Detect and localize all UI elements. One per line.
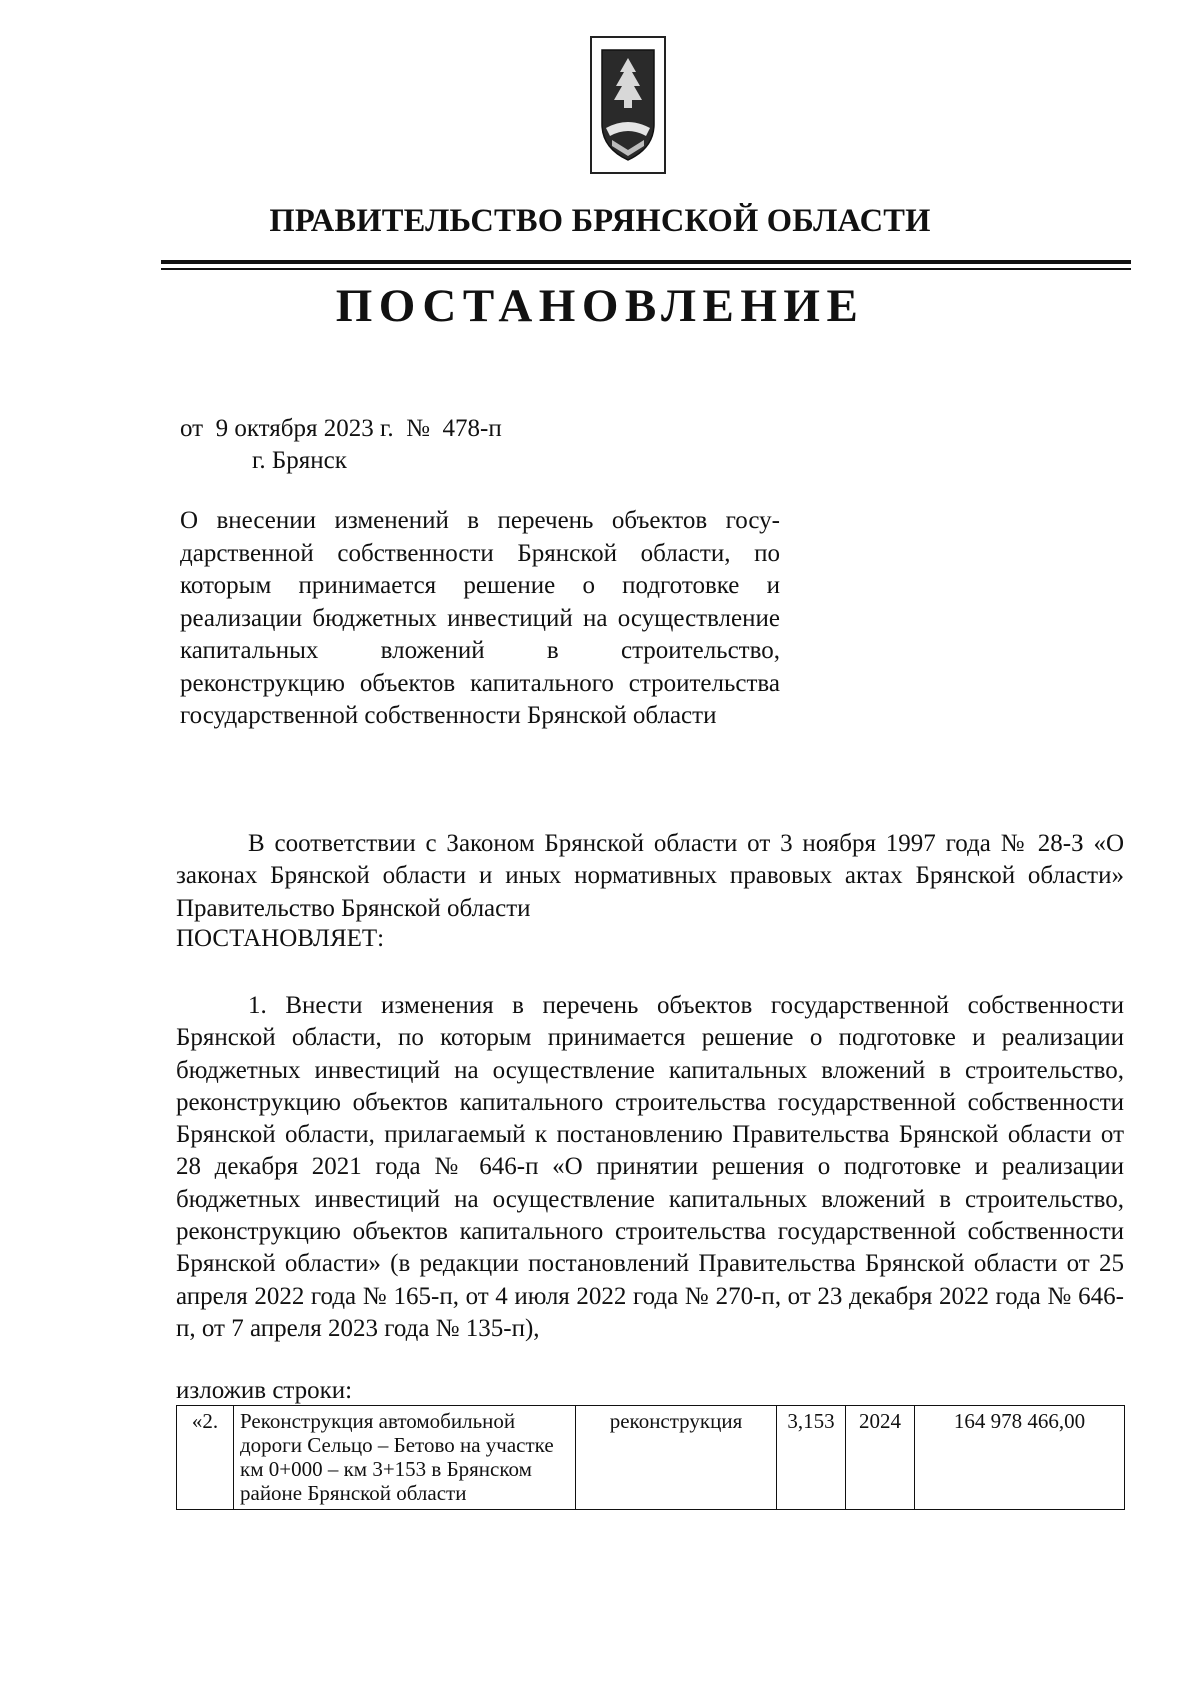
date-number-line: от 9 октября 2023 г. № 478-п bbox=[180, 415, 502, 442]
item-1-text: 1. Внести изменения в перечень объектов государственной собственности Брянской области, по которым принимается решение о подготовке и реализации бюджетных инвестиций на осуществление капитальных вложений в строительство, реконструкцию объектов капитального строительства государственной собственности Брянской области, прилагаемый к постановлению Правительства Брянской области от 28 декабря 2021 года № 646-п «О принятии решения о подготовке и реализации бюджетных инвестиций на осуществление капитальных вложений в строительство, реконструкцию объектов капитального строительства государственной собственности Брянской области» (в редакции постановлений Правительства Брянской области от 25 апреля 2022 года № 165-п, от 4 июля 2022 года № 270-п, от 23 декабря 2022 года № 646-п, от 7 апреля 2023 года № 135-п), bbox=[176, 992, 1124, 1342]
government-title: ПРАВИТЕЛЬСТВО БРЯНСКОЙ ОБЛАСТИ bbox=[269, 203, 931, 239]
cell-length: 3,153 bbox=[777, 1406, 846, 1510]
objects-table bbox=[176, 1405, 1125, 1510]
cell-object-name: Реконструкция автомобильной дороги Сельцо – Бетово на участке км 0+000 – км 3+153 в Брянском районе Брянской области bbox=[234, 1406, 576, 1510]
document-subject: О внесении изменений в перечень объектов государственной собственности Брянской области, по которым принимается решение о подготовке и реализации бюджетных инвестиций на осуществление капитальных вложений в строительство, реконструкцию объектов капитального строительства государственной собственности Брянской области bbox=[180, 507, 780, 729]
header-rule-thick bbox=[161, 260, 1131, 264]
lines-label: изложив строки: bbox=[176, 1377, 353, 1404]
cell-amount: 164 978 466,00 bbox=[915, 1406, 1125, 1510]
coat-of-arms-emblem bbox=[590, 36, 666, 174]
preamble-paragraph bbox=[176, 828, 1124, 925]
preamble-text: В соответствии с Законом Брянской области от 3 ноября 1997 года № 28-З «О законах Брянской области и иных нормативных правовых актах Брянской области» Правительство Брянской области bbox=[176, 830, 1124, 922]
item-1-paragraph bbox=[176, 990, 1124, 1345]
decree-word: ПОСТАНОВЛЯЕТ: bbox=[176, 925, 385, 952]
header-rule-thin bbox=[161, 268, 1131, 270]
cell-number: «2. bbox=[177, 1406, 234, 1510]
cell-work-type: реконструкция bbox=[576, 1406, 777, 1510]
document-type-heading: ПОСТАНОВЛЕНИЕ bbox=[335, 280, 865, 332]
table-row bbox=[177, 1406, 1125, 1510]
cell-year: 2024 bbox=[846, 1406, 915, 1510]
city-line: г. Брянск bbox=[252, 447, 347, 474]
